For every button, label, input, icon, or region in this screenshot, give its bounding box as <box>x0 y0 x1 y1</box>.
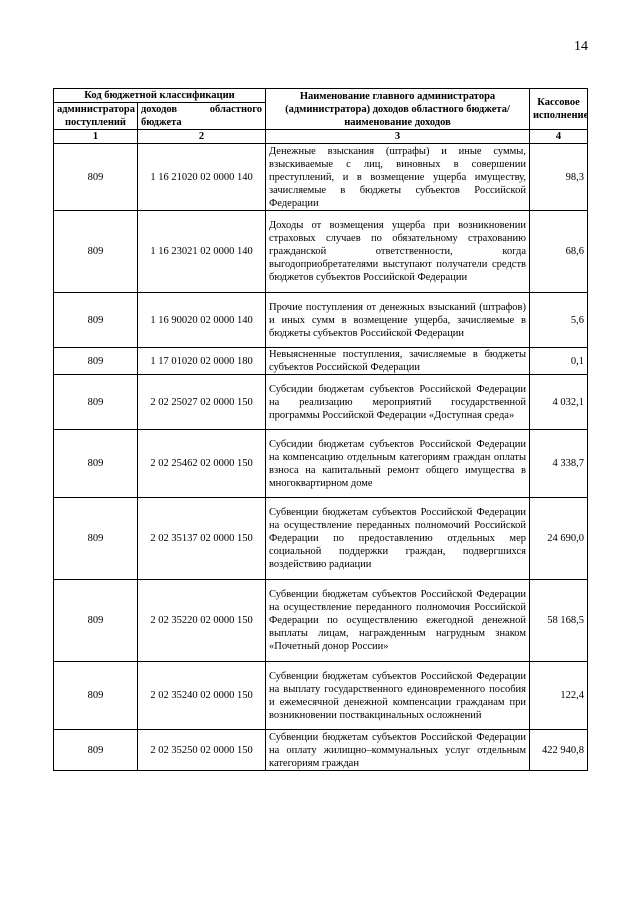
table-row <box>54 430 588 498</box>
amount-cell: 5,6 <box>530 293 588 348</box>
income-name-cell: Субвенции бюджетам субъектов Российской Федерации на осуществление переданного полномочия Российской Федерации по осуществлению ежегодной денежной выплаты лицам, награжденным нагрудным знаком «Почетный донор России» <box>266 580 530 662</box>
amount-cell: 98,3 <box>530 144 588 211</box>
income-code-cell: 2 02 25462 02 0000 150 <box>138 430 266 498</box>
admin-code-cell: 809 <box>54 211 138 293</box>
amount-column-header: Кассовое исполнение <box>530 89 588 130</box>
income-code-cell: 1 16 90020 02 0000 140 <box>138 293 266 348</box>
table-row <box>54 498 588 580</box>
admin-code-cell: 809 <box>54 662 138 730</box>
income-code-cell: 2 02 35250 02 0000 150 <box>138 730 266 771</box>
name-column-header: Наименование главного администратора (администратора) доходов областного бюджета/ наименование доходов <box>266 89 530 130</box>
income-name-cell: Субсидии бюджетам субъектов Российской Федерации на реализацию мероприятий государственной программы Российской Федерации «Доступная среда» <box>266 375 530 430</box>
income-code-cell: 2 02 35137 02 0000 150 <box>138 498 266 580</box>
admin-code-cell: 809 <box>54 375 138 430</box>
page-number: 14 <box>574 39 588 54</box>
income-name-cell: Прочие поступления от денежных взысканий (штрафов) и иных сумм в возмещение ущерба, зачисляемые в бюджеты субъектов Российской Федерации <box>266 293 530 348</box>
column-number: 2 <box>138 130 266 144</box>
table-row <box>54 144 588 211</box>
income-name-cell: Субвенции бюджетам субъектов Российской Федерации на оплату жилищно–коммунальных услуг отдельным категориям граждан <box>266 730 530 771</box>
amount-cell: 0,1 <box>530 348 588 375</box>
table-row <box>54 348 588 375</box>
income-name-cell: Доходы от возмещения ущерба при возникновении страховых случаев по обязательному страхованию гражданской ответственности, когда выгодоприобретателями выступают получатели средств бюджетов субъектов Российской Федерации <box>266 211 530 293</box>
admin-code-cell: 809 <box>54 580 138 662</box>
table-row <box>54 580 588 662</box>
table-row <box>54 211 588 293</box>
income-code-cell: 1 17 01020 02 0000 180 <box>138 348 266 375</box>
admin-code-cell: 809 <box>54 430 138 498</box>
amount-cell: 68,6 <box>530 211 588 293</box>
amount-cell: 122,4 <box>530 662 588 730</box>
table-row <box>54 375 588 430</box>
income-subheader: доходов областного бюджета <box>138 103 266 130</box>
table-row <box>54 662 588 730</box>
income-code-cell: 2 02 35240 02 0000 150 <box>138 662 266 730</box>
amount-cell: 58 168,5 <box>530 580 588 662</box>
income-name-cell: Субвенции бюджетам субъектов Российской Федерации на выплату государственного единовременного пособия и ежемесячной денежной компенсации гражданам при возникновении поствакцинальных осложнений <box>266 662 530 730</box>
income-name-cell: Невыясненные поступления, зачисляемые в бюджеты субъектов Российской Федерации <box>266 348 530 375</box>
income-name-cell: Субсидии бюджетам субъектов Российской Федерации на компенсацию отдельным категориям граждан оплаты взноса на капитальный ремонт общего имущества в многоквартирном доме <box>266 430 530 498</box>
admin-code-cell: 809 <box>54 144 138 211</box>
admin-code-cell: 809 <box>54 348 138 375</box>
amount-cell: 422 940,8 <box>530 730 588 771</box>
amount-cell: 4 338,7 <box>530 430 588 498</box>
income-code-cell: 1 16 21020 02 0000 140 <box>138 144 266 211</box>
admin-code-cell: 809 <box>54 730 138 771</box>
table-row <box>54 293 588 348</box>
amount-cell: 4 032,1 <box>530 375 588 430</box>
income-code-cell: 2 02 35220 02 0000 150 <box>138 580 266 662</box>
income-code-cell: 2 02 25027 02 0000 150 <box>138 375 266 430</box>
admin-code-cell: 809 <box>54 498 138 580</box>
admin-code-cell: 809 <box>54 293 138 348</box>
income-name-cell: Денежные взыскания (штрафы) и иные суммы, взыскиваемые с лиц, виновных в совершении преступлений, и в возмещение ущерба имуществу, зачисляемые в бюджеты субъектов Российской Федерации <box>266 144 530 211</box>
column-number: 4 <box>530 130 588 144</box>
table-row <box>54 730 588 771</box>
column-number: 3 <box>266 130 530 144</box>
admin-subheader: администратора поступлений <box>54 103 138 130</box>
income-name-cell: Субвенции бюджетам субъектов Российской Федерации на осуществление переданных полномочий Российской Федерации по предоставлению отдельных мер социальной поддержки граждан, подвергшихся воздействию радиации <box>266 498 530 580</box>
kbk-group-header: Код бюджетной классификации <box>54 89 266 103</box>
budget-table <box>53 88 588 771</box>
amount-cell: 24 690,0 <box>530 498 588 580</box>
column-number: 1 <box>54 130 138 144</box>
income-code-cell: 1 16 23021 02 0000 140 <box>138 211 266 293</box>
